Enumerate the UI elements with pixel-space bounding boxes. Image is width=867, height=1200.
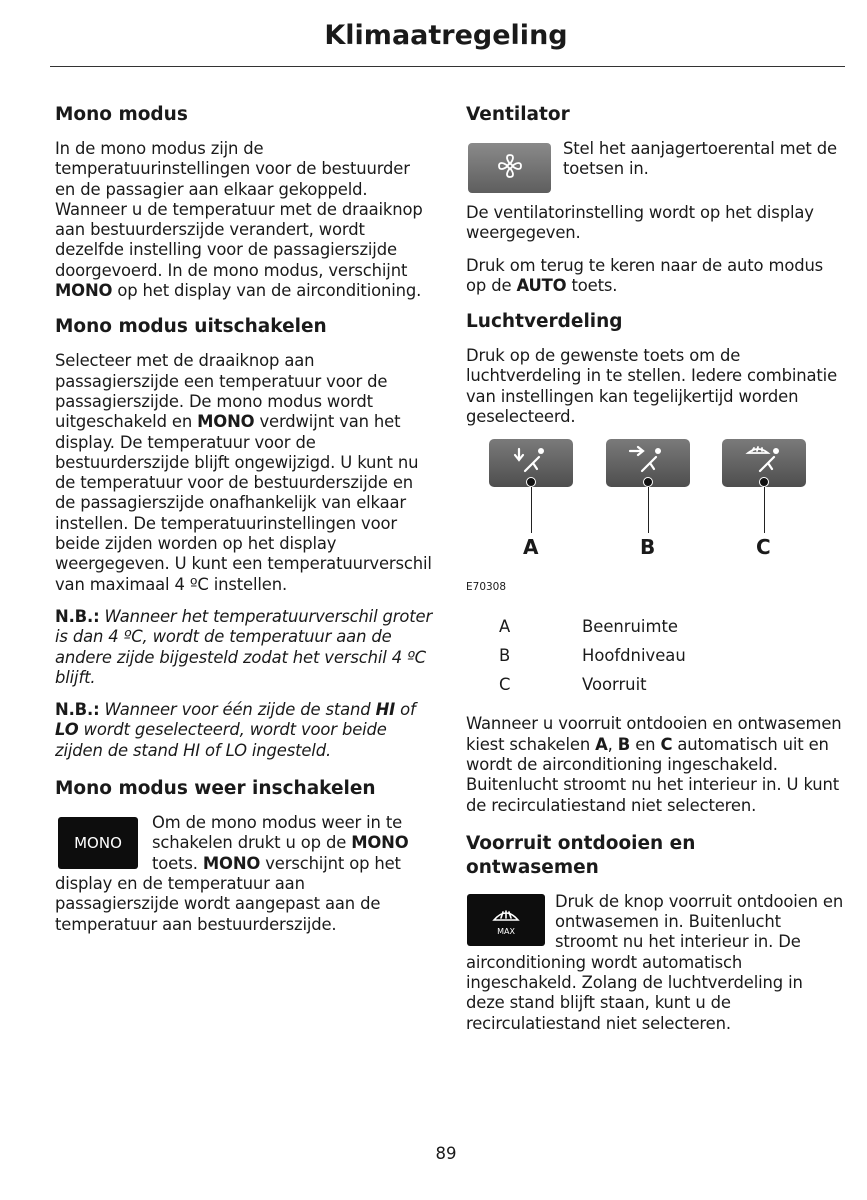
paragraph-defrost-distribution: Wanneer u voorruit ontdooien en ontwasemen kiest schakelen A, B en C automatisch uit en wordt de airconditioning ingeschakeld. Buitenlucht stroomt nu het interieur in. U kunt de recirculatiestand niet selecteren. (466, 714, 842, 815)
callout-line-a (531, 487, 532, 533)
paragraph-fan-speed: Stel het aanjagertoerental met de toetsen in. (563, 139, 837, 179)
mono-button[interactable] (58, 817, 138, 869)
mono-button-label: MONO (74, 834, 122, 853)
callout-label-a: A (523, 535, 539, 560)
max-label: MAX (497, 926, 515, 936)
heading-mono-modus: Mono modus (55, 104, 188, 125)
air-distribution-diagram (466, 439, 844, 589)
page-title: Klimaatregeling (324, 20, 568, 51)
page-number: 89 (435, 1144, 457, 1163)
heading-mono-uitschakelen: Mono modus uitschakelen (55, 316, 327, 338)
heading-luchtverdeling: Luchtverdeling (466, 311, 623, 333)
legend-row: B Hoofdniveau (499, 646, 686, 666)
note-temperature-difference: N.B.: Wanneer het temperatuurverschil groter is dan 4 ºC, wordt de temperatuur aan de andere zijde bijgesteld zodat het verschil 4 ºC blijft. (55, 606, 433, 687)
paragraph-mono-modus: In de mono modus zijn de temperatuurinstellingen voor de bestuurder en de passagier aan elkaar gekoppeld. Wanneer u de temperatuur met de draaiknop aan bestuurderszijde verandert, wordt dezelfde instelling voor de passagierszijde doorgevoerd. In de mono modus, verschijnt MONO op het display van de airconditioning. (55, 139, 423, 301)
heading-ventilator: Ventilator (466, 104, 570, 125)
callout-label-b: B (640, 535, 656, 560)
legend-table (466, 617, 686, 704)
heading-mono-weer-inschakelen: Mono modus weer inschakelen (55, 778, 376, 800)
figure-code: E70308 (466, 581, 507, 594)
legend-row: C Voorruit (499, 675, 647, 695)
right-column (466, 103, 844, 1046)
fan-icon (495, 151, 525, 185)
fan-button[interactable] (468, 143, 551, 193)
max-defrost-button[interactable] (467, 894, 545, 946)
callout-label-c: C (756, 535, 771, 560)
paragraph-fan-auto: Druk om terug te keren naar de auto modus op de AUTO toets. (466, 255, 824, 295)
callout-line-b (648, 487, 649, 533)
callout-line-c (764, 487, 765, 533)
heading-voorruit-ontdooien: Voorruit ontdooien en ontwasemen (466, 832, 696, 878)
legend-row: A Beenruimte (499, 617, 678, 637)
paragraph-mono-inschakelen: Om de mono modus weer in te schakelen drukt u op de MONO toets. MONO verschijnt op het display en de temperatuur aan passagierszijde wordt aangepast aan de temperatuur aan bestuurderszijde. (55, 813, 409, 934)
paragraph-fan-display: De ventilatorinstelling wordt op het display weergegeven. (466, 203, 814, 243)
title-rule (50, 66, 845, 67)
paragraph-defrost: Druk de knop voorruit ontdooien en ontwasemen in. Buitenlucht stroomt nu het interieur in. De airconditioning wordt automatisch ingeschakeld. Zolang de luchtverdeling in deze stand blijft staan, kunt u de recirculatiestand niet selecteren. (466, 891, 844, 1033)
paragraph-luchtverdeling: Druk op de gewenste toets om de luchtverdeling in te stellen. Iedere combinatie van instellingen kan tegelijkertijd worden geselecteerd. (466, 346, 838, 427)
note-hi-lo: N.B.: Wanneer voor één zijde de stand HI of LO wordt geselecteerd, wordt voor beide zijden de stand HI of LO ingesteld. (55, 700, 416, 760)
windscreen-defrost-icon (491, 904, 521, 928)
paragraph-mono-uitschakelen: Selecteer met de draaiknop aan passagierszijde een temperatuur voor de passagierszijde. De mono modus wordt uitgeschakeld en MONO verdwijnt van het display. De temperatuur voor de bestuurderszijde blijft ongewijzigd. U kunt nu de temperatuur voor de bestuurderszijde en de passagierszijde onafhankelijk van elkaar instellen. De temperatuurinstellingen voor beide zijden worden op het display weergegeven. U kunt een temperatuurverschil van maximaal 4 ºC instellen. (55, 351, 432, 594)
left-column (55, 103, 433, 947)
